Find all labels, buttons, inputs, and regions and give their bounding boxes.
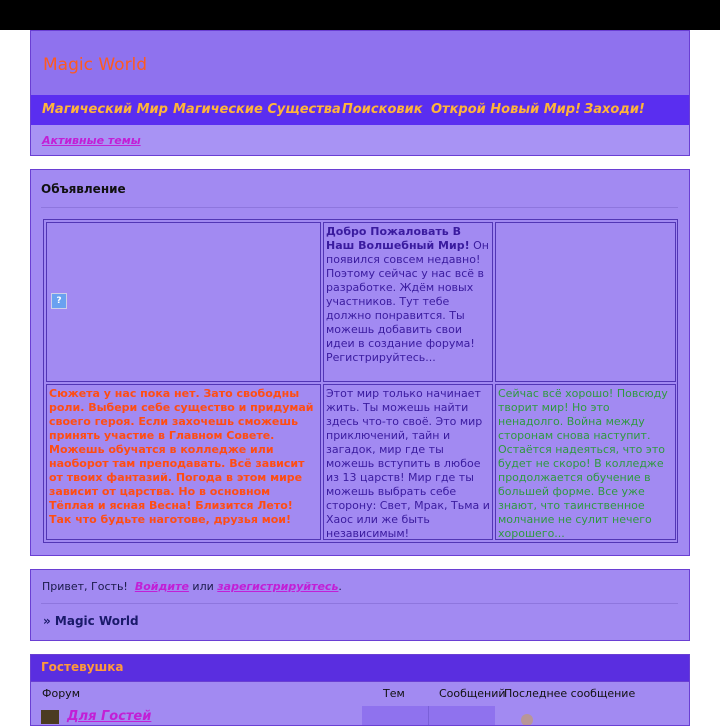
nav-item-new-world[interactable]: Открой Новый Мир! — [431, 102, 581, 117]
forum-row[interactable] — [31, 706, 689, 726]
category-title[interactable]: Гостевушка — [41, 660, 124, 674]
welcome-text: Он появился совсем недавно! Поэтому сейчас у нас всё в разработке. Ждём новых участников. Тут тебе должно понравится. Ты можешь добавить свои идеи в создание форума! Регистрируйтесь... — [326, 239, 489, 364]
welcome-panel — [30, 569, 690, 641]
column-header-topics: Тем — [383, 687, 405, 700]
breadcrumb[interactable]: » Magic World — [43, 614, 139, 628]
main-navigation — [31, 95, 689, 125]
period-text: . — [338, 580, 342, 593]
broken-image-icon: ? — [51, 293, 67, 309]
table-cell-empty — [495, 222, 676, 382]
column-header-forum: Форум — [42, 687, 80, 700]
site-title[interactable]: Magic World — [43, 55, 148, 75]
announcement-title: Объявление — [41, 182, 126, 196]
top-black-bar — [0, 0, 720, 30]
posts-count-cell — [428, 706, 495, 726]
column-header-posts: Сообщений — [439, 687, 506, 700]
guest-greeting-line — [42, 580, 342, 593]
forum-column-headers — [31, 681, 689, 707]
forum-link[interactable]: Для Гостей — [67, 709, 152, 724]
table-cell-welcome — [323, 222, 493, 382]
nav-item-creatures[interactable]: Магические Существа — [173, 102, 341, 117]
or-text: или — [192, 580, 214, 593]
table-cell-world: Этот мир только начинает жить. Ты можешь найти здесь что-то своё. Это мир приключений, тайн и загадок, мир где ты можешь вступить в любое из 13 царств! Мир где ты можешь выбрать себе сторону: Свет, Мрак, Тьма и Хаос или же быть независимым! — [323, 384, 493, 540]
greeting-text: Привет, Гость! — [42, 580, 128, 593]
register-link[interactable]: зарегистрируйтесь — [217, 580, 339, 593]
site-header — [30, 30, 690, 156]
announcement-table — [43, 219, 678, 543]
divider — [41, 603, 678, 604]
category-header — [31, 655, 689, 681]
last-post-icon — [521, 714, 533, 726]
active-topics-link[interactable]: Активные темы — [42, 134, 141, 147]
table-cell-image — [46, 222, 321, 382]
nav-item-magic-world[interactable]: Магический Мир — [42, 102, 168, 117]
welcome-heading: Добро Пожаловать В Наш Волшебный Мир! — [326, 225, 470, 252]
column-header-last: Последнее сообщение — [504, 687, 636, 700]
sub-navigation — [31, 125, 689, 155]
login-link[interactable]: Войдите — [134, 580, 189, 593]
topics-count-cell — [362, 706, 428, 726]
divider — [41, 207, 678, 208]
announcement-panel — [30, 169, 690, 556]
table-cell-status: Сейчас всё хорошо! Повсюду творит мир! Но это ненадолго. Война между сторонам снова наступит. Остаётся надеяться, что это будет не скоро! В колледже продолжается обучение в большей форме. Все уже знают, что таинственное молчание не сулит нечего хорошего... — [495, 384, 676, 540]
nav-item-search[interactable]: Поисковик — [342, 102, 423, 117]
table-cell-plot: Сюжета у нас пока нет. Зато свободны роли. Выбери себе существо и придумай своего героя. Если захочешь сможешь принять участие в Главном Совете. Можешь обучатся в колледже или наоборот там преподавать. Всё зависит от твоих фантазий. Погода в этом мире зависит от царства. Но в основном Тёплая и ясная Весна! Близится Лето! Так что будьте наготове, друзья мои! — [46, 384, 321, 540]
forum-category — [30, 654, 690, 726]
nav-item-enter[interactable]: Заходи! — [584, 102, 645, 117]
forum-icon — [41, 710, 59, 724]
